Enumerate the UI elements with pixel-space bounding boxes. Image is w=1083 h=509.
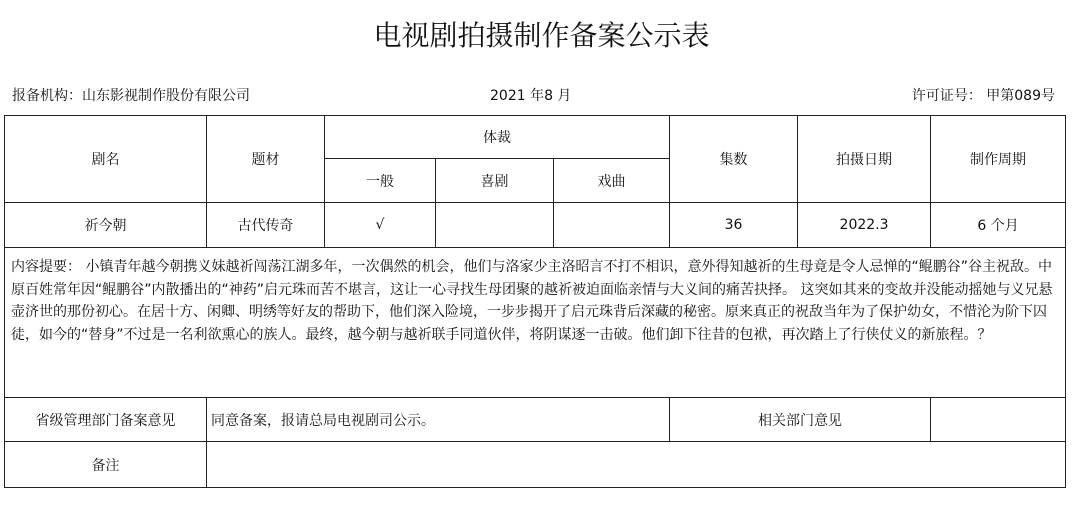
cell-name: 祈今朝: [5, 203, 207, 248]
filing-table: [4, 115, 1066, 488]
cell-shoot-date: 2022.3: [798, 203, 931, 248]
cell-opera: [554, 203, 670, 248]
cell-theme: 古代传奇: [207, 203, 325, 248]
reporting-org: 报备机构：山东影视制作股份有限公司: [12, 88, 250, 104]
header-genre: 体裁: [325, 116, 670, 159]
table-row: [5, 203, 1066, 248]
header-genre-general: 一般: [325, 159, 436, 203]
header-episodes: 集数: [670, 116, 798, 203]
related-opinion-value: [931, 398, 1066, 442]
header-genre-opera: 戏曲: [554, 159, 670, 203]
page-title: 电视剧拍摄制作备案公示表: [373, 19, 710, 52]
content-summary: 内容提要： 小镇青年越今朝携义妹越祈闯荡江湖多年，一次偶然的机会，他们与洛家少主洛昭言不打不相识，意外得知越祈的生母竟是令人忌惮的“鲲鹏谷”谷主祝敌。中原百姓常年因“鲲鹏谷”内散播出的“神药”启元珠而苦不堪言，这让一心寻找生母团聚的越祈被迫面临亲情与大义间的痛苦抉择。 这突如其来的变故并没能动摇她与义兄悬壶济世的那份初心。在居十方、闲卿、明绣等好友的帮助下，他们深入险境，一步步揭开了启元珠背后深藏的秘密。原来真正的祝敌当年为了保护幼女，不惜沦为阶下囚徒，如今的“替身”不过是一名利欲熏心的族人。最终，越今朝与越祈联手同道伙伴，将阴谋逐一击破。他们卸下往昔的包袱，再次踏上了行侠仗义的新旅程。？: [5, 248, 1066, 398]
header-shoot-date: 拍摄日期: [798, 116, 931, 203]
related-opinion-label: 相关部门意见: [670, 398, 931, 442]
cell-period: 6 个月: [931, 203, 1066, 248]
opinion-label: 省级管理部门备案意见: [5, 398, 207, 442]
opinion-value: 同意备案，报请总局电视剧司公示。: [207, 398, 670, 442]
license-number: 许可证号： 甲第089号: [911, 88, 1055, 104]
header-genre-comedy: 喜剧: [436, 159, 554, 203]
header-name: 剧名: [5, 116, 207, 203]
cell-general: √: [325, 203, 436, 248]
cell-episodes: 36: [670, 203, 798, 248]
report-date: 2021 年8 月: [490, 88, 572, 104]
remarks-label: 备注: [5, 442, 207, 488]
cell-comedy: [436, 203, 554, 248]
remarks-value: [207, 442, 1066, 488]
header-period: 制作周期: [931, 116, 1066, 203]
header-theme: 题材: [207, 116, 325, 203]
